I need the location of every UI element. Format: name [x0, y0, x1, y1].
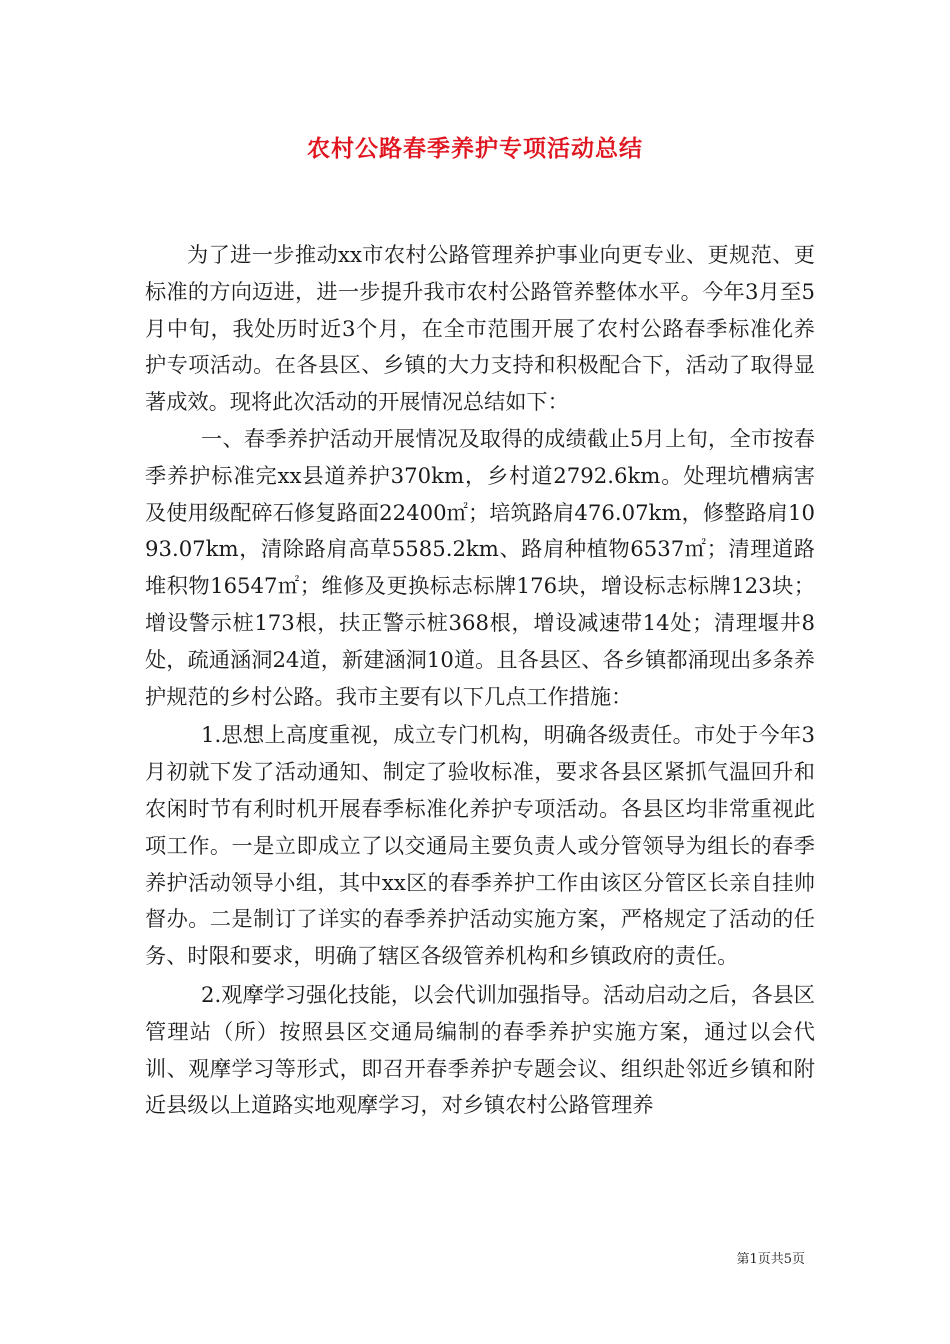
paragraph-item-2: 2.观摩学习强化技能，以会代训加强指导。活动启动之后，各县区管理站（所）按照县区交通局编制的春季养护实施方案，通过以会代训、观摩学习等形式，即召开春季养护专题会议、组织赴邻近乡镇和附近县级以上道路实地观摩学习，对乡镇农村公路管理养 — [145, 981, 815, 1118]
paragraph-intro: 为了进一步推动xx市农村公路管理养护事业向更专业、更规范、更标准的方向迈进，进一步提升我市农村公路管养整体水平。今年3月至5月中旬，我处历时近3个月，在全市范围开展了农村公路春季标准化养护专项活动。在各县区、乡镇的大力支持和积极配合下，活动了取得显著成效。现将此次活动的开展情况总结如下： — [145, 242, 815, 415]
document-title: 农村公路春季养护专项活动总结 — [307, 136, 643, 162]
paragraph-item-1: 1.思想上高度重视，成立专门机构，明确各级责任。市处于今年3月初就下发了活动通知、制定了验收标准，要求各县区紧抓气温回升和农闲时节有利时机开展春季标准化养护专项活动。各县区均非常重视此项工作。一是立即成立了以交通局主要负责人或分管领导为组长的春季养护活动领导小组，其中xx区的春季养护工作由该区分管区长亲自挂帅督办。二是制订了详实的春季养护活动实施方案，严格规定了活动的任务、时限和要求，明确了辖区各级管养机构和乡镇政府的责任。 — [145, 722, 815, 969]
document-body — [145, 237, 815, 1124]
page-number-label: 第1页共5页 — [736, 1252, 805, 1267]
page-footer — [736, 1248, 805, 1267]
paragraph-section-1: 一、春季养护活动开展情况及取得的成绩截止5月上旬，全市按春季养护标准完xx县道养护370km，乡村道2792.6km。处理坑槽病害及使用级配碎石修复路面22400㎡；培筑路肩476.07km，修整路肩1093.07km，清除路肩高草5585.2km、路肩种植物6537㎡；清理道路堆积物16547㎡；维修及更换标志标牌176块，增设标志标牌123块；增设警示桩173根，扶正警示桩368根，增设减速带14处；清理堰井8处，疏通涵洞24道，新建涵洞10道。且各县区、各乡镇都涌现出多条养护规范的乡村公路。我市主要有以下几点工作措施： — [145, 425, 815, 709]
